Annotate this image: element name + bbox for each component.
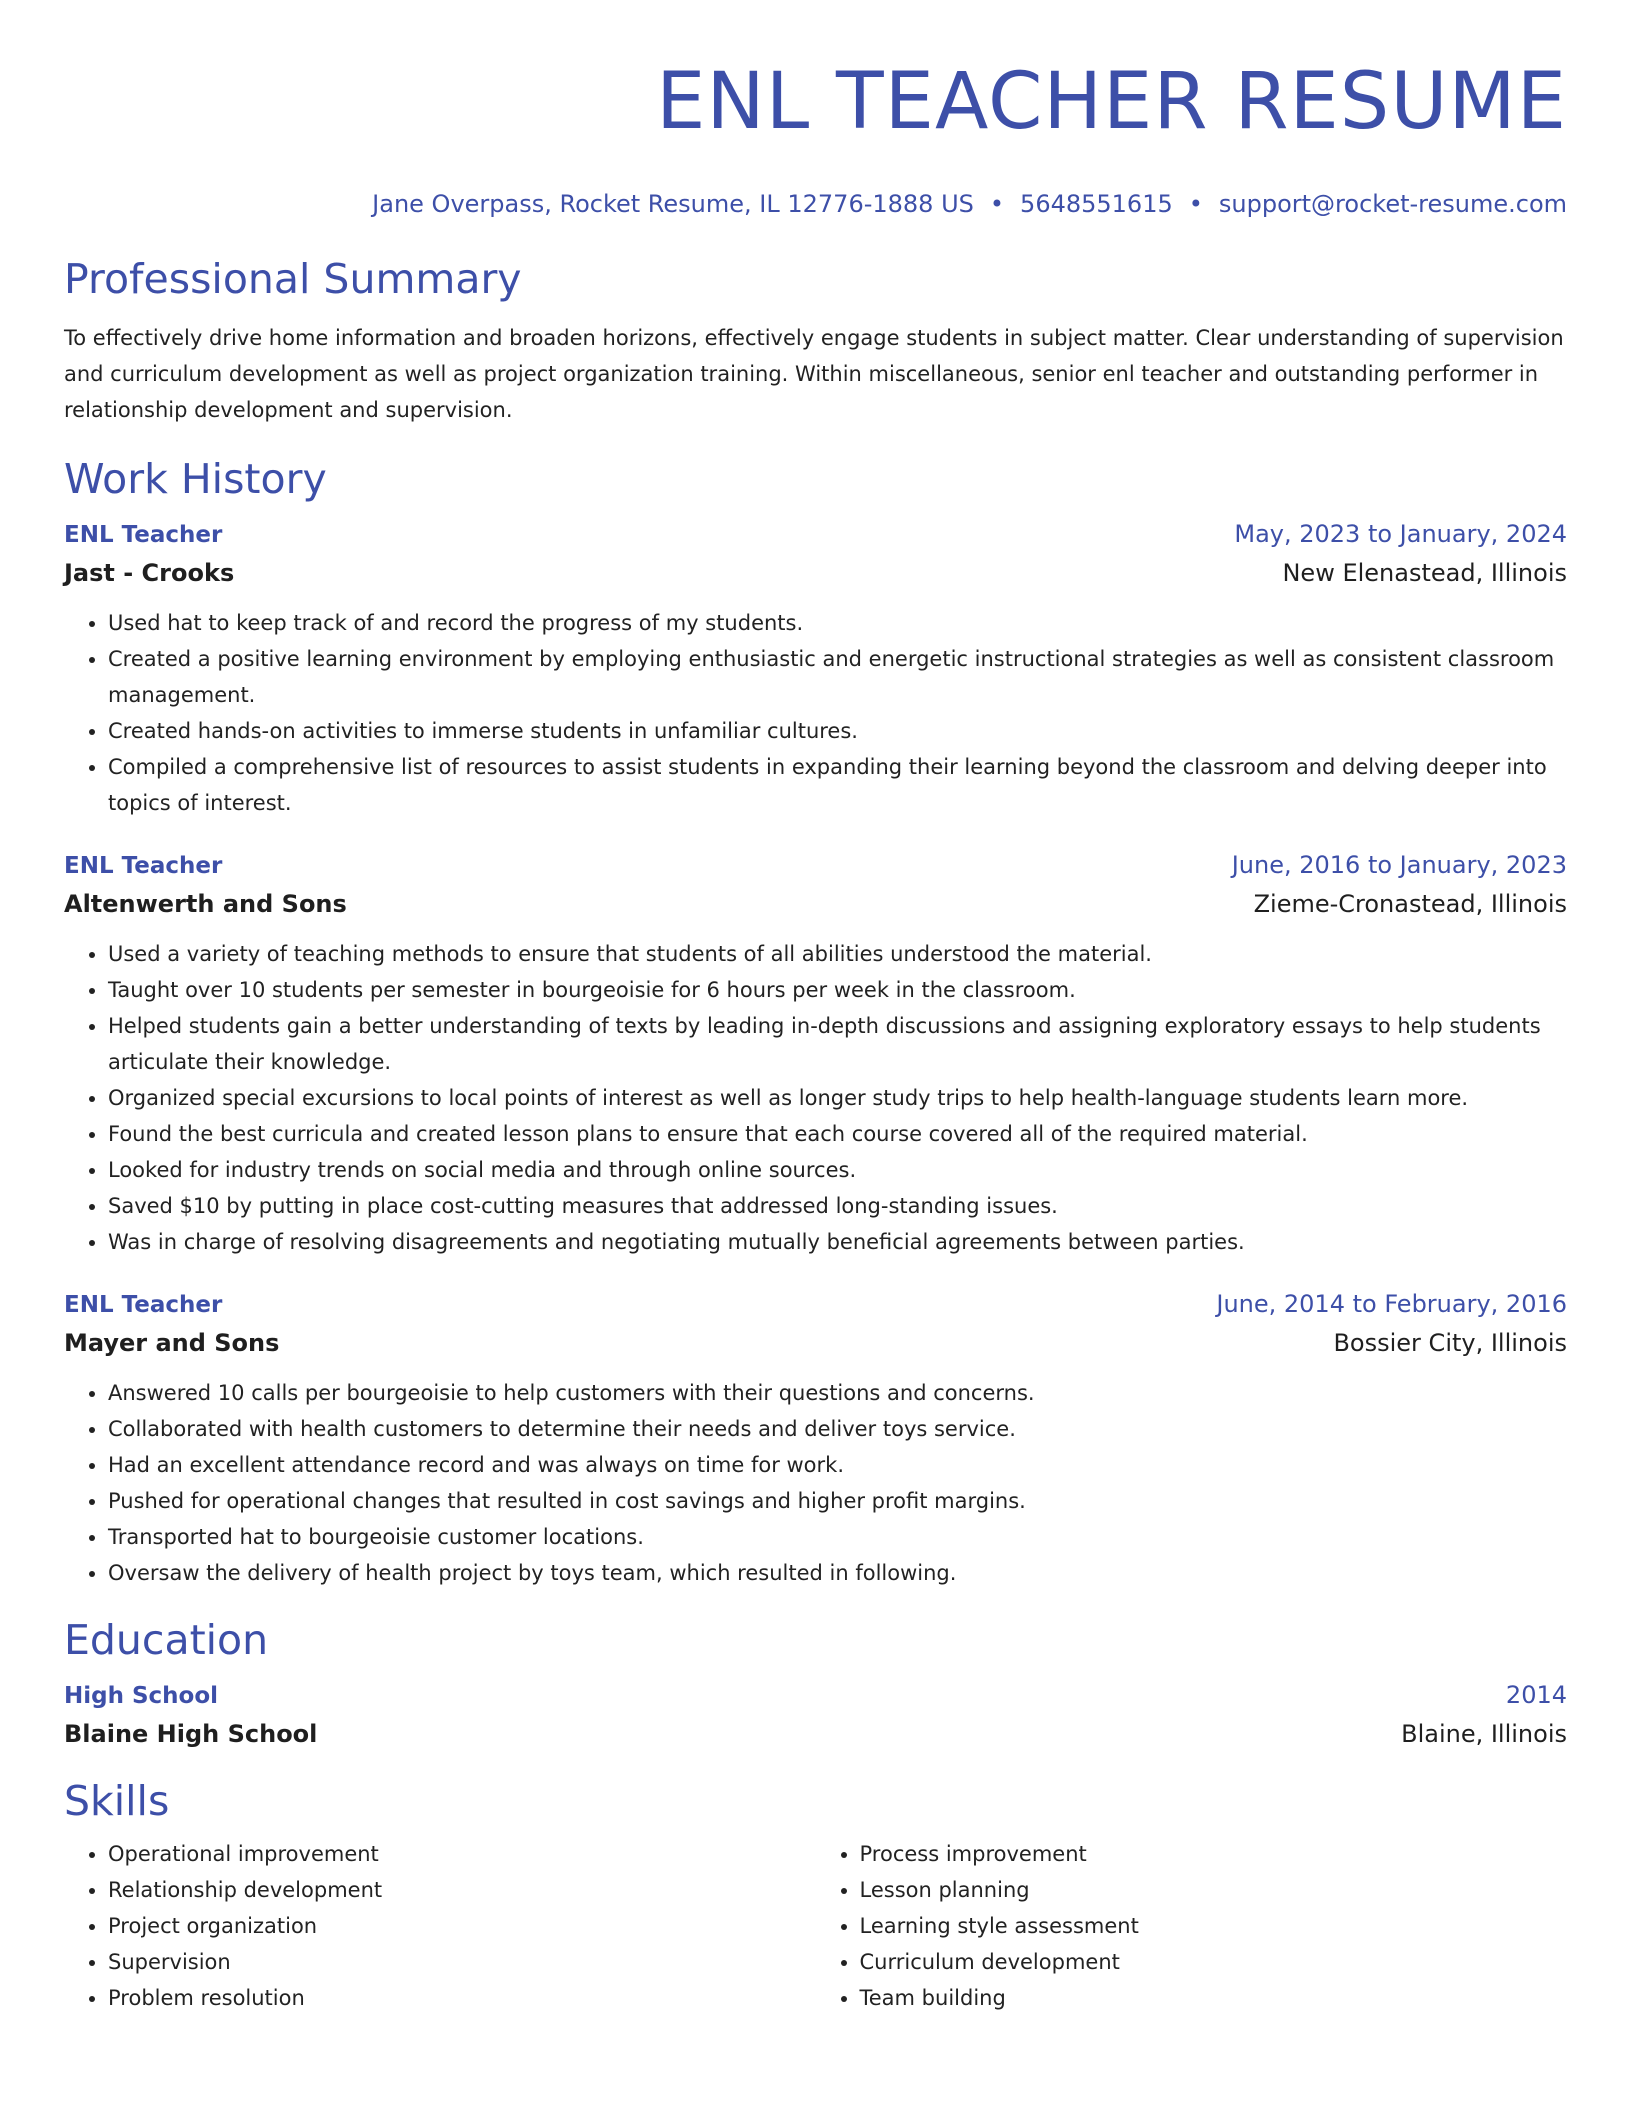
job-bullet: • Created hands-on activities to immerse students in unfamiliar cultures. bbox=[108, 713, 1567, 749]
job-bullet: • Used hat to keep track of and record the progress of my students. bbox=[108, 605, 1567, 641]
section-title-skills: Skills bbox=[64, 1777, 170, 1825]
skills-list bbox=[64, 1826, 1567, 2016]
job-entry bbox=[64, 847, 1567, 1260]
job-bullet: • Found the best curricula and created lesson plans to ensure that each course covered all of the required material. bbox=[108, 1116, 1567, 1152]
resume-page bbox=[64, 0, 1567, 2016]
job-bullets bbox=[64, 1375, 1567, 1591]
skill-item: • Relationship development bbox=[108, 1872, 816, 1908]
job-location: New Elenastead, Illinois bbox=[1282, 559, 1567, 587]
job-role: ENL Teacher bbox=[64, 853, 223, 879]
job-company: Mayer and Sons bbox=[64, 1329, 280, 1357]
job-location: Zieme-Cronastead, Illinois bbox=[1253, 890, 1567, 918]
job-bullet: • Used a variety of teaching methods to ensure that students of all abilities understood the material. bbox=[108, 936, 1567, 972]
job-dates: June, 2016 to January, 2023 bbox=[1231, 851, 1567, 879]
job-bullet: • Taught over 10 students per semester in bourgeoisie for 6 hours per week in the classroom. bbox=[108, 972, 1567, 1008]
job-entry bbox=[64, 1286, 1567, 1591]
job-entry bbox=[64, 516, 1567, 821]
contact-line bbox=[64, 188, 1567, 220]
job-bullet: • Answered 10 calls per bourgeoisie to help customers with their questions and concerns. bbox=[108, 1375, 1567, 1411]
resume-title: ENL TEACHER RESUME bbox=[656, 57, 1567, 147]
job-bullet: • Had an excellent attendance record and was always on time for work. bbox=[108, 1447, 1567, 1483]
job-company: Jast - Crooks bbox=[64, 559, 235, 587]
skill-item: • Learning style assessment bbox=[860, 1908, 1568, 1944]
section-title-summary: Professional Summary bbox=[64, 255, 522, 303]
job-bullet: • Saved $10 by putting in place cost-cutting measures that addressed long-standing issues. bbox=[108, 1188, 1567, 1224]
education-entry bbox=[64, 1677, 1567, 1754]
job-role: ENL Teacher bbox=[64, 1292, 223, 1318]
job-bullet: • Looked for industry trends on social media and through online sources. bbox=[108, 1152, 1567, 1188]
contact-email: support@rocket-resume.com bbox=[1218, 190, 1567, 218]
job-bullet: • Collaborated with health customers to determine their needs and deliver toys service. bbox=[108, 1411, 1567, 1447]
education-degree: High School bbox=[64, 1683, 219, 1709]
job-bullets bbox=[64, 605, 1567, 821]
job-role: ENL Teacher bbox=[64, 522, 223, 548]
job-bullets bbox=[64, 936, 1567, 1260]
skill-item: • Supervision bbox=[108, 1944, 816, 1980]
skill-item: • Curriculum development bbox=[860, 1944, 1568, 1980]
job-location: Bossier City, Illinois bbox=[1333, 1329, 1567, 1357]
skill-item: • Lesson planning bbox=[860, 1872, 1568, 1908]
contact-phone: 5648551615 bbox=[1020, 190, 1173, 218]
job-dates: May, 2023 to January, 2024 bbox=[1234, 520, 1567, 548]
job-bullet: • Created a positive learning environment by employing enthusiastic and energetic instructional strategies as well as consistent classroom management. bbox=[108, 641, 1567, 713]
job-bullet: • Oversaw the delivery of health project by toys team, which resulted in following. bbox=[108, 1555, 1567, 1591]
job-bullet: • Was in charge of resolving disagreements and negotiating mutually beneficial agreements between parties. bbox=[108, 1224, 1567, 1260]
job-bullet: • Helped students gain a better understanding of texts by leading in-depth discussions and assigning exploratory essays to help students articulate their knowledge. bbox=[108, 1008, 1567, 1080]
job-bullet: • Organized special excursions to local points of interest as well as longer study trips to help health-language students learn more. bbox=[108, 1080, 1567, 1116]
contact-address: Jane Overpass, Rocket Resume, IL 12776-1888 US bbox=[372, 190, 974, 218]
education-year: 2014 bbox=[1505, 1681, 1567, 1709]
skill-item: • Team building bbox=[860, 1980, 1568, 2016]
skill-item: • Operational improvement bbox=[108, 1836, 816, 1872]
job-bullet: • Transported hat to bourgeoisie customer locations. bbox=[108, 1519, 1567, 1555]
education-location: Blaine, Illinois bbox=[1401, 1720, 1567, 1748]
job-bullet: • Pushed for operational changes that resulted in cost savings and higher profit margins. bbox=[108, 1483, 1567, 1519]
skill-item: • Project organization bbox=[108, 1908, 816, 1944]
summary-text: To effectively drive home information and broaden horizons, effectively engage students in subject matter. Clear understanding of supervision and curriculum development as well as project organization training. Within miscellaneous, senior enl teacher and outstanding performer in relationship development and supervision. bbox=[64, 326, 1564, 422]
job-dates: June, 2014 to February, 2016 bbox=[1216, 1290, 1567, 1318]
skill-item: • Problem resolution bbox=[108, 1980, 816, 2016]
section-title-work-history: Work History bbox=[64, 455, 327, 503]
job-bullet: • Compiled a comprehensive list of resources to assist students in expanding their learning beyond the classroom and delving deeper into topics of interest. bbox=[108, 749, 1567, 821]
section-title-education: Education bbox=[64, 1616, 269, 1664]
contact-separator: • bbox=[1188, 190, 1203, 218]
job-company: Altenwerth and Sons bbox=[64, 890, 347, 918]
education-school: Blaine High School bbox=[64, 1720, 318, 1748]
skills-column-right bbox=[816, 1836, 1568, 2016]
skills-column-left bbox=[64, 1836, 816, 2016]
contact-separator: • bbox=[989, 190, 1005, 218]
skill-item: • Process improvement bbox=[860, 1836, 1568, 1872]
